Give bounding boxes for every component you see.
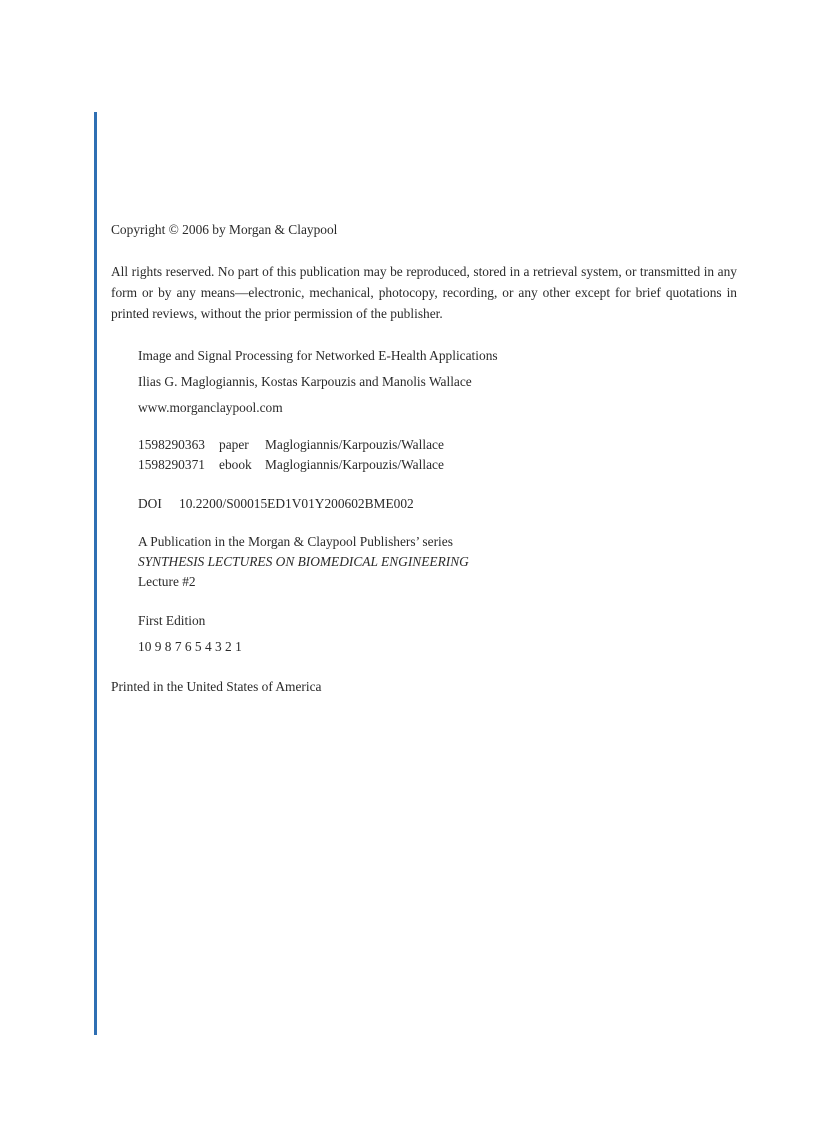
lecture-number: Lecture #2 <box>138 574 196 589</box>
isbn-type: paper <box>219 437 249 452</box>
rights-statement: All rights reserved. No part of this publication may be reproduced, stored in a retrieval system, or transmitted in any form or by any means—electronic, mechanical, photocopy, recording, or any other except for brief quotations in printed reviews, without the prior permission of the publisher. <box>111 264 737 321</box>
copyright-line: Copyright © 2006 by Morgan & Claypool <box>111 222 338 237</box>
isbn-type: ebook <box>219 457 252 472</box>
book-authors: Ilias G. Maglogiannis, Kostas Karpouzis and Manolis Wallace <box>138 374 472 389</box>
book-title: Image and Signal Processing for Networked E-Health Applications <box>138 348 498 363</box>
doi-value: 10.2200/S00015ED1V01Y200602BME002 <box>179 496 414 511</box>
isbn-row <box>138 455 737 475</box>
printed-in: Printed in the United States of America <box>111 679 322 694</box>
printing-line: 10 9 8 7 6 5 4 3 2 1 <box>138 639 242 654</box>
copyright-page <box>111 219 737 697</box>
isbn-authors: Maglogiannis/Karpouzis/Wallace <box>265 457 444 472</box>
edition-label: First Edition <box>138 613 206 628</box>
isbn-number: 1598290363 <box>138 437 205 452</box>
edition-info <box>138 608 737 660</box>
series-intro: A Publication in the Morgan & Claypool Publishers’ series <box>138 534 453 549</box>
isbn-authors: Maglogiannis/Karpouzis/Wallace <box>265 437 444 452</box>
doi-line <box>138 493 737 514</box>
isbn-list <box>138 435 737 475</box>
publisher-website: www.morganclaypool.com <box>138 400 283 415</box>
isbn-number: 1598290371 <box>138 457 205 472</box>
doi-label: DOI <box>138 496 162 511</box>
book-info <box>111 343 737 660</box>
series-info <box>138 532 737 592</box>
isbn-row <box>138 435 737 455</box>
margin-rule <box>94 112 97 1035</box>
series-name: SYNTHESIS LECTURES ON BIOMEDICAL ENGINEERING <box>138 554 469 569</box>
